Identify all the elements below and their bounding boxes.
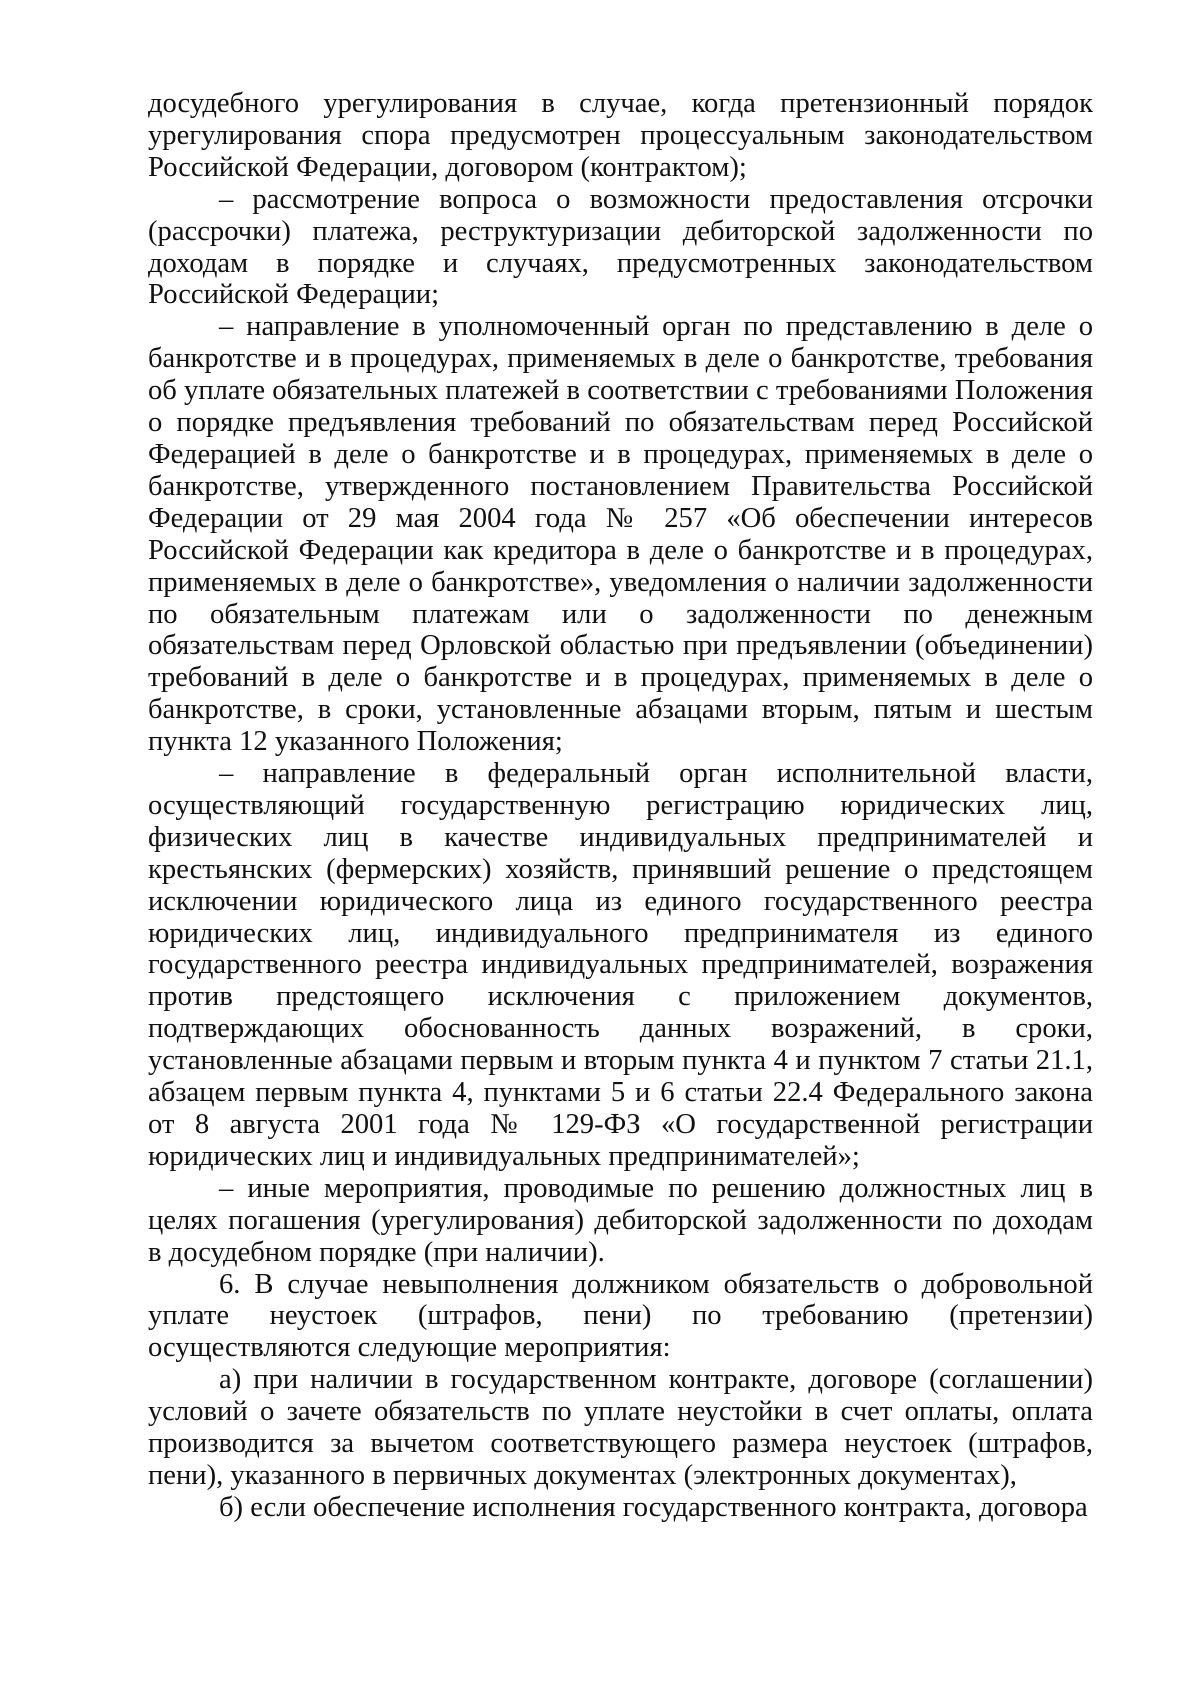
- paragraph-item-a: а) при наличии в государственном контракте, договоре (соглашении) условий о зачете обязательств по уплате неустойки в счет оплаты, оплата производится за вычетом соответствующего размера неустоек (штрафов, пени), указанного в первичных документах (электронных документах),: [148, 1364, 1093, 1491]
- document-body: [148, 88, 1093, 1524]
- paragraph-item-6: 6. В случае невыполнения должником обязательств о добровольной уплате неустоек (штрафов, пени) по требованию (претензии) осуществляются следующие мероприятия:: [148, 1268, 1093, 1364]
- paragraph-deferral: – рассмотрение вопроса о возможности предоставления отсрочки (рассрочки) платежа, реструктуризации дебиторской задолженности по доходам в порядке и случаях, предусмотренных законодательством Российской Федерации;: [148, 183, 1093, 311]
- paragraph-registry-objection: – направление в федеральный орган исполнительной власти, осуществляющий государственную регистрацию юридических лиц, физических лиц в качестве индивидуальных предпринимателей и крестьянских (фермерских) хозяйств, принявший решение о предстоящем исключении юридического лица из единого государственного реестра юридических лиц, индивидуального предпринимателя из единого государственного реестра индивидуальных предпринимателей, возражения против предстоящего исключения с приложением документов, подтверждающих обоснованность данных возражений, в сроки, установленные абзацами первым и вторым пункта 4 и пунктом 7 статьи 21.1, абзацем первым пункта 4, пунктами 5 и 6 статьи 22.4 Федерального закона от 8 августа 2001 года № 129-ФЗ «О государственной регистрации юридических лиц и индивидуальных предпринимателей»;: [148, 758, 1093, 1172]
- paragraph-item-b: б) если обеспечение исполнения государственного контракта, договора: [219, 1491, 1088, 1523]
- paragraph-continuation: досудебного урегулирования в случае, когда претензионный порядок урегулирования спора предусмотрен процессуальным законодательством Российской Федерации, договором (контрактом);: [148, 88, 1093, 183]
- paragraph-bankruptcy: – направление в уполномоченный орган по представлению в деле о банкротстве и в процедурах, применяемых в деле о банкротстве, требования об уплате обязательных платежей в соответствии с требованиями Положения о порядке предъявления требований по обязательствам перед Российской Федерацией в деле о банкротстве и в процедурах, применяемых в деле о банкротстве, утвержденного постановлением Правительства Российской Федерации от 29 мая 2004 года № 257 «Об обеспечении интересов Российской Федерации как кредитора в деле о банкротстве и в процедурах, применяемых в деле о банкротстве», уведомления о наличии задолженности по обязательным платежам или о задолженности по денежным обязательствам перед Орловской областью при предъявлении (объединении) требований в деле о банкротстве и в процедурах, применяемых в деле о банкротстве, в сроки, установленные абзацами вторым, пятым и шестым пункта 12 указанного Положения;: [148, 311, 1093, 758]
- paragraph-other-measures: – иные мероприятия, проводимые по решению должностных лиц в целях погашения (урегулирования) дебиторской задолженности по доходам в досудебном порядке (при наличии).: [148, 1172, 1093, 1268]
